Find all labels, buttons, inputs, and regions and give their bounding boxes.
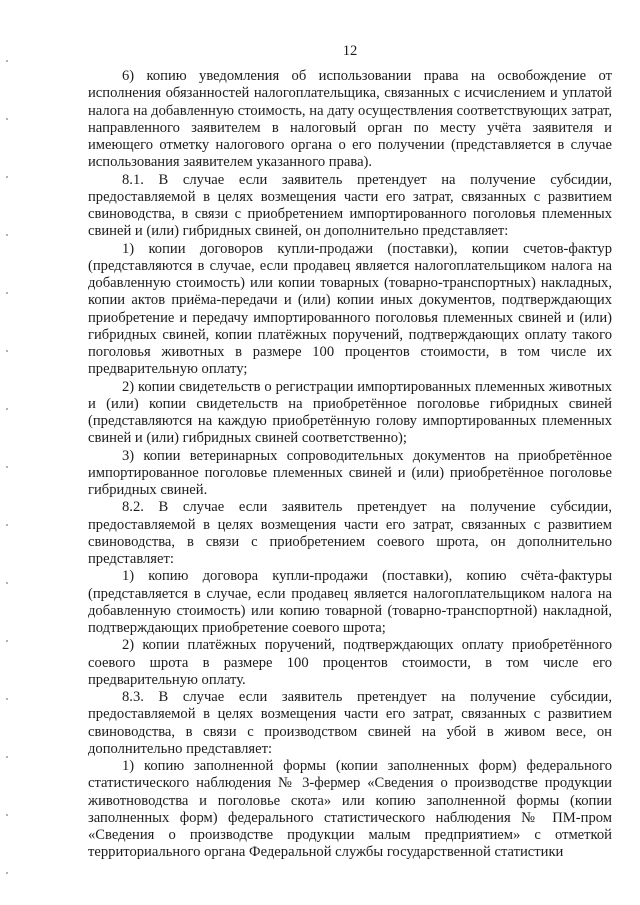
binding-dot [6, 60, 8, 62]
paragraph-8-1: 8.1. В случае если заявитель претендует на получение субсидии, предоставляемой в целях возмещения части его затрат, связанных с развитием свиноводства, в связи с приобретением импортированного поголовья племенных свиней и (или) гибридных свиней, он дополнительно представляет: [88, 171, 612, 240]
binding-dot [6, 640, 8, 642]
paragraph-8-1-item-2: 2) копии свидетельств о регистрации импортированных племенных животных и (или) копии свидетельств на приобретённое поголовье гибридных свиней (представляются на каждую приобретённую голову импортированных племенных свиней и (или) гибридных свиней соответственно); [88, 378, 612, 447]
paragraph-8-2-item-2: 2) копии платёжных поручений, подтверждающих оплату приобретённого соевого шрота в размере 100 процентов стоимости, в том числе его предварительную оплату. [88, 637, 612, 688]
binding-dot [6, 814, 8, 816]
binding-dot [6, 698, 8, 700]
paragraph-8-2-item-1: 1) копию договора купли-продажи (поставки), копию счёта-фактуры (представляется в случае, если продавец является налогоплательщиком налога на добавленную стоимость) или копию товарной (товарно-транспортной) накладной, подтверждающих приобретение соевого шрота; [88, 568, 612, 636]
binding-dot [6, 524, 8, 526]
binding-dot [6, 466, 8, 468]
binding-dot [6, 118, 8, 120]
page-number: 12 [342, 43, 358, 59]
binding-margin-dots [6, 0, 10, 905]
paragraph-8-1-item-3: 3) копии ветеринарных сопроводительных документов на приобретённое импортированное поголовье племенных свиней и (или) приобретённое поголовье гибридных свиней. [88, 447, 612, 498]
paragraph-8-3-item-1: 1) копию заполненной формы (копии заполненных форм) федерального статистического наблюдения № 3-фермер «Сведения о производстве продукции животноводства и поголовье скота» или копию заполненной формы (копии заполненных форм) федерального статистического наблюдения № ПМ-пром «Сведения о производстве продукции малым предприятием» с отметкой территориального органа Федеральной службы государственной статистики [88, 758, 612, 861]
paragraph-8-3: 8.3. В случае если заявитель претендует на получение субсидии, предоставляемой в целях возмещения части его затрат, связанных с развитием свиноводства, в связи с производством свиней на убой в живом весе, он дополнительно представляет: [88, 689, 612, 757]
paragraph-8-2: 8.2. В случае если заявитель претендует на получение субсидии, предоставляемой в целях возмещения части его затрат, связанных с развитием свиноводства, в связи с приобретением соевого шрота, он дополнительно представляет: [88, 499, 612, 567]
binding-dot [6, 582, 8, 584]
binding-dot [6, 350, 8, 352]
paragraph-item-6: 6) копию уведомления об использовании права на освобождение от исполнения обязанностей налогоплательщика, связанных с исчислением и уплатой налога на добавленную стоимость, на дату осуществления соответствующих затрат, направленного заявителем в налоговый орган по месту учёта заявителя и имеющего отметку налогового органа о его получении (представляется в случае использования заявителем указанного права). [88, 68, 612, 171]
binding-dot [6, 408, 8, 410]
paragraph-8-1-item-1: 1) копии договоров купли-продажи (поставки), копии счетов-фактур (представляются в случае, если продавец является налогоплательщиком налога на добавленную стоимость) или копии товарных (товарно-транспортных) накладных, копии актов приёма-передачи и (или) копии иных документов, подтверждающих приобретение и передачу импортированного поголовья племенных свиней и (или) гибридных свиней, копии платёжных поручений, подтверждающих оплату такого поголовья животных в размере 100 процентов стоимости, в том числе их предварительную оплату; [88, 240, 612, 378]
binding-dot [6, 872, 8, 874]
binding-dot [6, 292, 8, 294]
binding-dot [6, 234, 8, 236]
binding-dot [6, 756, 8, 758]
binding-dot [6, 176, 8, 178]
